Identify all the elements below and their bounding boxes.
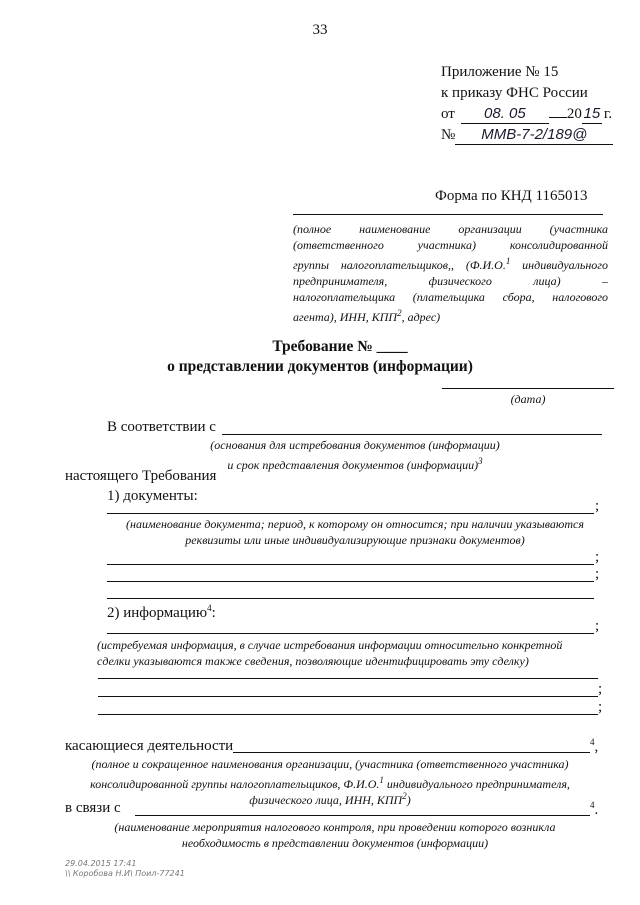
date-line	[442, 388, 614, 389]
in-connection-line	[135, 815, 590, 816]
addressee-hint-l2: (ответственного участника) консолидированной	[293, 238, 608, 252]
in-connection-period: .	[594, 802, 599, 818]
documents-label: 1) документы:	[107, 488, 198, 504]
basis-continuation: настоящего Требования	[65, 468, 217, 484]
documents-line-3	[107, 581, 594, 582]
concerning-hint3a: физического лица, ИНН, КПП	[249, 793, 403, 807]
print-stamp-line2: \\ Коробова Н.И\ Поил-77241	[65, 869, 185, 878]
concerning-hint3b: )	[406, 793, 411, 807]
print-stamp	[65, 859, 185, 879]
in-connection-hint2: необходимость в представлении документов (информации)	[181, 836, 489, 850]
footnote-3-ref: 3	[478, 456, 483, 466]
concerning-hint2a: консолидированной группы налогоплательщиков, Ф.И.О.	[90, 777, 380, 791]
concerning-line	[233, 752, 590, 753]
addressee-hint-l6a: агента), ИНН, КПП	[293, 310, 398, 324]
concerning-hint2-sup: 1	[379, 775, 384, 785]
addressee-line	[293, 214, 603, 215]
information-hint1: (истребуемая информация, в случае истребования информации относительно конкретной	[97, 638, 563, 652]
information-semicolon-3: ;	[598, 699, 603, 715]
appendix-year-suffix: 15	[583, 105, 601, 122]
addressee-hint-l6b: , адрес)	[401, 310, 441, 324]
appendix-block	[441, 62, 613, 146]
information-line-3	[98, 696, 598, 697]
basis-hint1: (основания для истребования документов (информации)	[210, 438, 500, 452]
information-hint2: сделки указываются также сведения, позволяющие идентифицировать эту сделку)	[97, 654, 529, 668]
concerning-hint1: (полное и сокращенное наименования организации, (участника (ответственного участника)	[91, 757, 569, 771]
addressee-hint-l1: (полное наименование организации (участника	[293, 222, 608, 236]
concerning-hint3-sup: 2	[402, 791, 407, 801]
information-label-text: 2) информацию	[107, 605, 208, 621]
document-subtitle: о представлении документов (информации)	[167, 358, 473, 375]
appendix-from-label: от	[441, 106, 455, 122]
documents-hint1: (наименование документа; период, к которому он относится; при наличии указываются	[126, 517, 584, 531]
information-semicolon-1: ;	[595, 618, 600, 634]
appendix-year-unit: г.	[603, 106, 613, 122]
addressee-hint-l6	[293, 305, 608, 325]
appendix-year-prefix: 20	[566, 106, 582, 122]
appendix-line2: к приказу ФНС России	[441, 85, 588, 101]
basis-line	[222, 434, 602, 435]
in-connection-hint1: (наименование мероприятия налогового контроля, при проведении которого возникла	[114, 820, 556, 834]
documents-semicolon-3: ;	[595, 566, 600, 582]
basis-label: В соответствии с	[107, 419, 216, 435]
footnote-2-ref: 2	[397, 308, 402, 318]
documents-semicolon-2: ;	[595, 549, 600, 565]
documents-hint2: реквизиты или иные индивидуализирующие признаки документов)	[185, 533, 525, 547]
information-line-2	[98, 678, 598, 679]
concerning-hint2b: индивидуального предпринимателя,	[383, 777, 570, 791]
basis-hint2-text: и срок представления документов (информации)	[227, 458, 479, 472]
documents-line-4	[107, 598, 594, 599]
appendix-number: ММВ-7-2/189@	[455, 126, 613, 145]
date-hint: (дата)	[510, 392, 546, 406]
information-line-1	[107, 633, 594, 634]
addressee-hint-l3a: группы налогоплательщиков,, (Ф.И.О.	[293, 258, 506, 272]
addressee-hint-l3b: индивидуального	[510, 258, 608, 272]
print-stamp-line1: 29.04.2015 17:41	[65, 859, 137, 868]
appendix-date-gap	[549, 117, 567, 118]
footnote-1-ref: 1	[505, 256, 511, 266]
form-code: Форма по КНД 1165013	[435, 188, 588, 204]
information-line-4	[98, 714, 598, 715]
concerning-comma: ,	[594, 739, 599, 755]
information-semicolon-2: ;	[598, 681, 603, 697]
basis-hint2	[180, 453, 530, 473]
information-label	[107, 603, 216, 622]
addressee-hint	[293, 221, 608, 325]
appendix-number-row	[441, 125, 613, 146]
in-connection-footnote-ref: 4	[590, 800, 595, 810]
page-number: 33	[312, 22, 328, 38]
appendix-date-row	[441, 104, 613, 125]
appendix-date: 08. 05	[461, 105, 549, 124]
document-title: Требование № ____	[272, 338, 408, 355]
appendix-number-label: №	[441, 127, 456, 143]
addressee-hint-l5: налогоплательщика (плательщика сбора, налогового	[293, 290, 608, 304]
documents-line-1	[107, 513, 594, 514]
in-connection-end	[590, 800, 598, 819]
addressee-hint-l4: предпринимателя, физического лица) –	[293, 274, 608, 288]
concerning-footnote-ref: 4	[590, 737, 595, 747]
in-connection-label: в связи с	[65, 800, 121, 816]
concerning-label: касающиеся деятельности	[65, 738, 234, 754]
concerning-hint3	[60, 788, 600, 808]
footnote-4-ref: 4	[207, 603, 212, 613]
documents-semicolon-1: ;	[595, 498, 600, 514]
documents-line-2	[107, 564, 594, 565]
addressee-hint-l3	[293, 253, 608, 273]
appendix-line1: Приложение № 15	[441, 64, 559, 80]
concerning-end	[590, 737, 598, 756]
information-label-colon: :	[211, 605, 216, 621]
